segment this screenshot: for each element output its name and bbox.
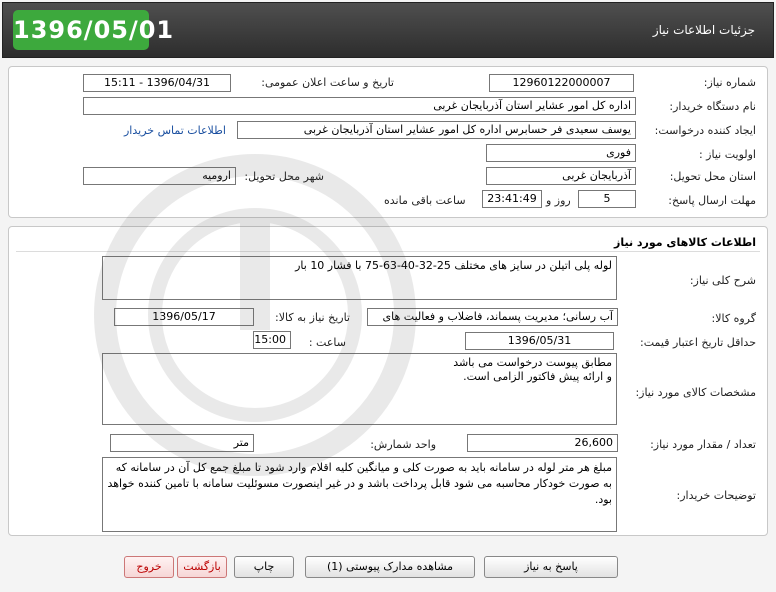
qty-value: 26,600 — [574, 436, 613, 449]
time-left-field: 23:41:49 — [482, 190, 542, 208]
creator-field: یوسف سعیدی فر حسابرس اداره کل امور عشایر استان آذربایجان غربی — [237, 121, 636, 139]
page-title: جزئیات اطلاعات نیاز — [652, 23, 755, 37]
qty-field — [467, 434, 618, 452]
announce-date-field: 1396/04/31 - 15:11 — [83, 74, 231, 92]
buyer-org-label: نام دستگاه خریدار: — [669, 100, 756, 113]
buyer-notes-textarea: مبلغ هر متر لوله در سامانه باید به صورت کلی و میانگین کلیه اقلام وارد شود تا مبلغ جمع کل آن در سامانه که به صورت خودکار محاسبه می شود قابل پرداخت باشد و در غیر اینصورت مسوئلیت سامانه با تامین کننده خواهد بود. — [102, 457, 617, 532]
goods-section-title: اطلاعات کالاهای مورد نیاز — [614, 236, 756, 249]
desc-label: شرح کلی نیاز: — [689, 274, 756, 287]
hour-field: 15:00 — [253, 331, 291, 349]
group-field: آب رسانی؛ مدیریت پسماند، فاضلاب و فعالیت های — [367, 308, 618, 326]
deadline-label: مهلت ارسال پاسخ: — [668, 194, 756, 207]
back-button[interactable]: بازگشت — [177, 556, 227, 578]
reply-button[interactable]: پاسخ به نیاز — [484, 556, 618, 578]
announce-date-label: تاریخ و ساعت اعلان عمومی: — [261, 76, 394, 89]
unit-label: واحد شمارش: — [370, 438, 436, 451]
time-left-label: ساعت باقی مانده — [384, 194, 466, 207]
date-badge: 1396/05/01 — [13, 10, 149, 50]
city-field: ارومیه — [83, 167, 236, 185]
specs-line-1: مطابق پیوست درخواست می باشد — [453, 356, 612, 369]
days-field: 5 — [578, 190, 636, 208]
days-unit-label: روز و — [546, 194, 571, 207]
specs-textarea — [102, 353, 617, 425]
need-date-field: 1396/05/17 — [114, 308, 254, 326]
section-divider — [16, 251, 760, 252]
priority-label: اولویت نیاز : — [698, 148, 756, 161]
buyer-notes-label: توضیحات خریدار: — [676, 489, 756, 502]
creator-label: ایجاد کننده درخواست: — [654, 124, 756, 137]
need-date-label: تاریخ نیاز به کالا: — [275, 311, 350, 324]
need-number-label: شماره نیاز: — [703, 76, 756, 89]
validity-date-field: 1396/05/31 — [465, 332, 614, 350]
buyer-contact-link[interactable]: اطلاعات تماس خریدار — [124, 124, 226, 137]
print-button[interactable]: چاپ — [234, 556, 294, 578]
province-label: استان محل تحویل: — [669, 170, 756, 183]
attachments-button[interactable]: مشاهده مدارک پیوستی (1) — [305, 556, 475, 578]
header-bar — [2, 2, 774, 58]
buyer-org-field: اداره کل امور عشایر استان آذربایجان غربی — [83, 97, 636, 115]
unit-field: متر — [110, 434, 254, 452]
validity-label: حداقل تاریخ اعتبار قیمت: — [640, 336, 756, 349]
hour-label: ساعت : — [308, 336, 346, 349]
desc-textarea: لوله پلی اتیلن در سایز های مختلف 25-32-40-63-75 با فشار 10 بار — [102, 256, 617, 300]
exit-button[interactable]: خروج — [124, 556, 174, 578]
province-field: آذربایجان غربی — [486, 167, 636, 185]
group-label: گروه کالا: — [711, 312, 756, 325]
need-number-field: 12960122000007 — [489, 74, 634, 92]
city-label: شهر محل تحویل: — [244, 170, 324, 183]
priority-field: فوری — [486, 144, 636, 162]
specs-line-2: و ارائه پیش فاکتور الزامی است. — [463, 370, 612, 383]
specs-label: مشخصات کالای مورد نیاز: — [635, 386, 756, 399]
qty-label: تعداد / مقدار مورد نیاز: — [650, 438, 756, 451]
